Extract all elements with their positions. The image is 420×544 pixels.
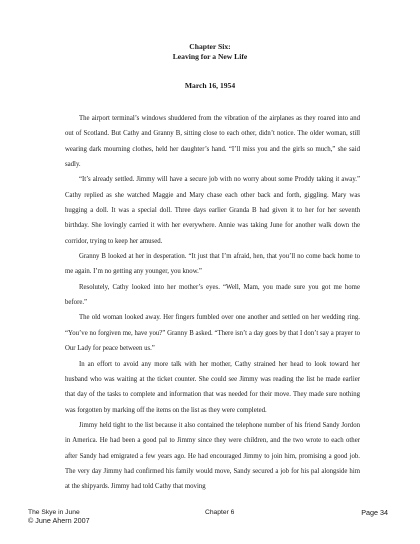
footer-book-title: The Skye in June [28,509,80,516]
footer-copyright: © June Ahern 2007 [28,515,90,525]
chapter-title: Chapter Six: [189,42,231,51]
chapter-subtitle: Leaving for a New Life [172,51,248,61]
page-footer [28,509,388,537]
footer-chapter: Chapter 6 [205,509,235,516]
paragraph: The old woman looked away. Her fingers fumbled over one another and settled on her wedding ring. “You’ve no forgiven me, have you?” Granny B asked. “There isn’t a day goes by that I don’t say a prayer to Our Lady for peace between us.” [65,314,360,353]
paragraph: “It’s already settled. Jimmy will have a secure job with no worry about some Proddy taking it away.” Cathy replied as she watched Maggie and Mary chase each other back and forth, giggling. Mary was hugging a doll. It was a special doll. Three days earlier Granda B had given it to her for her seventh birthday. She lovingly carried it with her everywhere. Annie was taking June for another walk down the corridor, trying to keep her amused. [65,176,360,245]
paragraph: Granny B looked at her in desperation. “It just that I’m afraid, hen, that you’ll no come back home to me again. I’m no getting any younger, you know.” [65,253,360,276]
paragraph: Jimmy held tight to the list because it also contained the telephone number of his friend Sandy Jordon in America. He had been a good pal to Jimmy since they were children, and the two wrote to each other after Sandy had emigrated a few years ago. He had encouraged Jimmy to join him, promising a good job. The very day Jimmy had confirmed his family would move, Sandy secured a job for his pal alongside him at the shipyards. Jimmy had told Cathy that moving [65,421,360,491]
body-text [65,111,360,495]
footer-page-number: Page 34 [361,508,388,517]
paragraph: In an effort to avoid any more talk with her mother, Cathy strained her head to look toward her husband who was waiting at the ticket counter. She could see Jimmy was reading the list he made earlier that day of the tasks to complete and information that was needed for their move. They made sure nothing was forgotten by marking off the items on the list as they were completed. [65,360,360,414]
paragraph: Resolutely, Cathy looked into her mother’s eyes. “Well, Mam, you made sure you got me home before.” [65,283,360,307]
chapter-date: March 16, 1954 [184,80,236,90]
paragraph: The airport terminal’s windows shuddered from the vibration of the airplanes as they roared into and out of Scotland. But Cathy and Granny B, sitting close to each other, didn’t notice. The older woman, still wearing dark mourning clothes, held her daughter’s hand. “I’ll miss you and the girls so much,” she said sadly. [65,115,360,169]
